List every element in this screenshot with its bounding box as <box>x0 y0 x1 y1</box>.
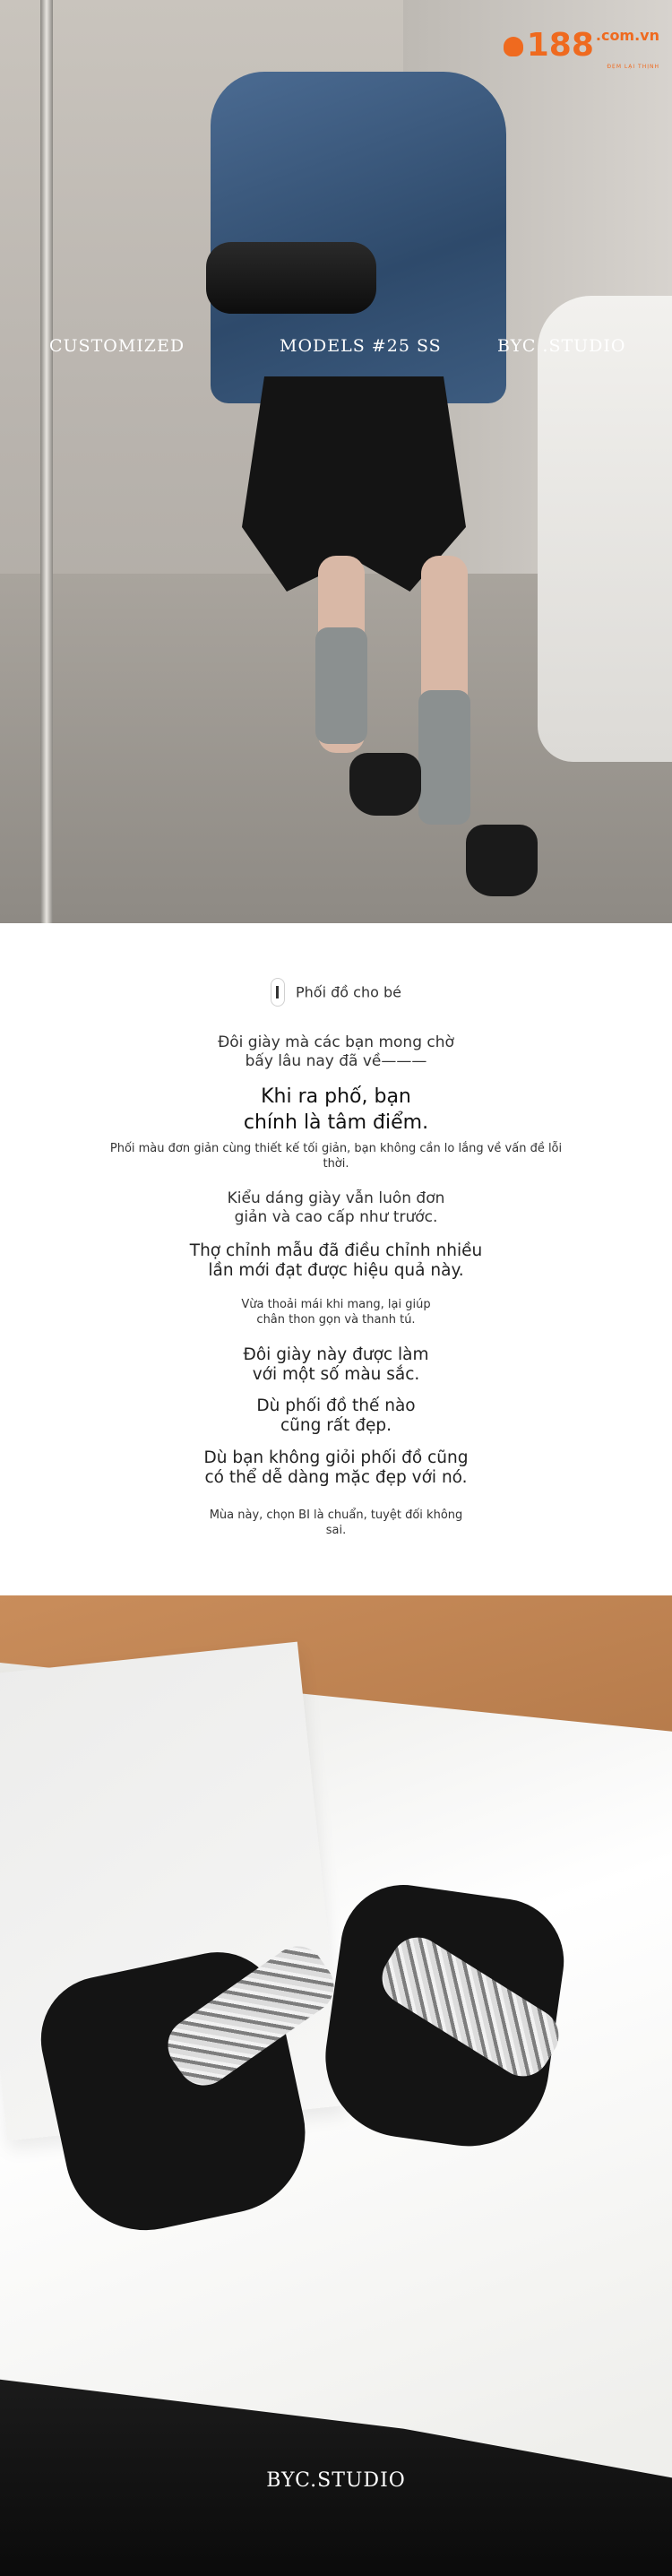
product-story <box>0 923 672 1595</box>
leg-warmer-right <box>418 690 470 825</box>
story-tag-label: Phối đồ cho bé <box>296 983 401 1001</box>
story-line: chân thon gọn và thanh tú. <box>256 1313 416 1327</box>
story-line: thời. <box>323 1157 349 1171</box>
story-tag <box>0 978 672 1007</box>
logo-domain: .com.vn <box>595 27 659 44</box>
story-line: Phối màu đơn giản cùng thiết kế tối giản, bạn không cần lo lắng về vấn đề lỗi <box>109 1142 563 1155</box>
story-line: Đôi giày mà các bạn mong chờ <box>218 1033 454 1051</box>
story-line: cũng rất đẹp. <box>280 1416 392 1435</box>
brand-watermark: BYC.STUDIO <box>266 2469 406 2492</box>
overlay-models: MODELS #25 SS <box>280 336 442 356</box>
white-sofa <box>538 296 672 762</box>
sandal-worn-right <box>466 825 538 896</box>
story-line: lần mới đạt được hiệu quả này. <box>208 1261 464 1280</box>
fox-logo-icon <box>504 37 523 56</box>
site-logo <box>504 27 659 70</box>
leg-warmer-left <box>315 627 367 744</box>
story-line: với một số màu sắc. <box>252 1365 420 1384</box>
sandal-worn-left <box>349 753 421 816</box>
mirror-frame <box>40 0 53 923</box>
story-line: Dù bạn không giỏi phối đồ cũng <box>203 1448 469 1467</box>
pill-icon <box>271 978 285 1007</box>
story-line: Đôi giày này được làm <box>243 1345 429 1364</box>
story-line: Dù phối đồ thế nào <box>256 1396 416 1415</box>
lifestyle-photo <box>0 0 672 923</box>
overlay-brand: BYC .STUDIO <box>497 336 626 356</box>
logo-text: 188 <box>526 27 594 64</box>
overlay-customized: CUSTOMIZED <box>49 336 185 356</box>
story-heading: Khi ra phố, bạn <box>261 1085 411 1108</box>
story-line: giản và cao cấp như trước. <box>234 1208 438 1226</box>
story-line: Kiểu dáng giày vẫn luôn đơn <box>227 1189 445 1207</box>
story-line: Thợ chỉnh mẫu đã điều chỉnh nhiều <box>189 1241 483 1260</box>
black-handbag <box>206 242 376 314</box>
story-line: Mùa này, chọn BI là chuẩn, tuyệt đối không <box>209 1508 463 1522</box>
story-heading: chính là tâm điểm. <box>243 1111 429 1134</box>
logo-tagline: ĐẸM LẠI THỊNH <box>607 64 659 70</box>
story-line: bấy lâu nay đã về——— <box>245 1052 427 1070</box>
story-line: Vừa thoải mái khi mang, lại giúp <box>241 1298 431 1311</box>
product-photo <box>0 1595 672 2576</box>
story-line: sai. <box>325 1524 347 1537</box>
story-line: có thể dễ dàng mặc đẹp với nó. <box>204 1468 468 1487</box>
